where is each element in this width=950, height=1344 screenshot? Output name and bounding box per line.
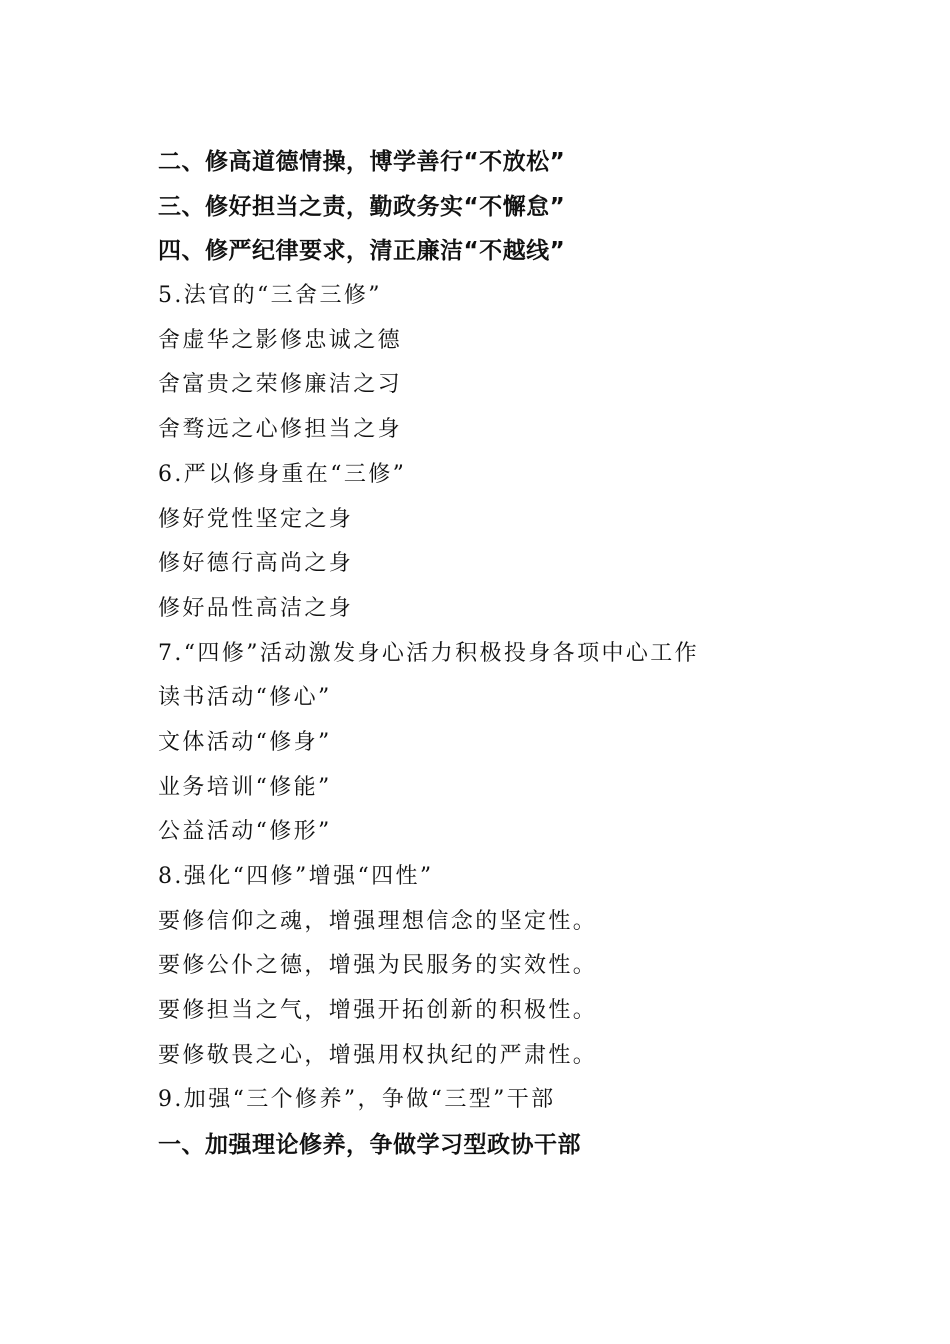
section-title: 8.强化“四修”增强“四性”: [158, 864, 434, 889]
text-line: 要修敬畏之心，增强用权执纪的严肃性。: [158, 1042, 598, 1068]
text-line: 要修信仰之魂，增强理想信念的坚定性。: [158, 908, 598, 934]
section-title: 9.加强“三个修养”，争做“三型”干部: [158, 1087, 556, 1113]
heading-line: 三、修好担当之责，勤政务实“不懈怠”: [158, 193, 566, 220]
document-text: [158, 140, 878, 1168]
heading-line: 一、加强理论修养，争做学习型政协干部: [158, 1132, 581, 1159]
text-line: 舍虚华之影修忠诚之德: [158, 327, 403, 353]
text-line: 要修公仆之德，增强为民服务的实效性。: [158, 953, 598, 979]
text-line: 修好德行高尚之身: [158, 551, 354, 577]
text-line: 要修担当之气，增强开拓创新的积极性。: [158, 998, 598, 1024]
text-line: 读书活动“修心”: [158, 685, 332, 711]
section-title: 5.法官的“三舍三修”: [158, 283, 382, 309]
heading-line: 二、修高道德情操，博学善行“不放松”: [158, 149, 566, 175]
text-line: 修好党性坚定之身: [158, 506, 354, 532]
text-line: 修好品性高洁之身: [158, 595, 354, 621]
text-line: 舍骛远之心修担当之身: [158, 417, 403, 443]
section-title: 6.严以修身重在“三修”: [158, 461, 407, 487]
text-line: 舍富贵之荣修廉洁之习: [158, 372, 403, 398]
section-title: 7.“四修”活动激发身心活力积极投身各项中心工作: [158, 640, 700, 666]
heading-line: 四、修严纪律要求，清正廉洁“不越线”: [158, 238, 566, 265]
text-line: 业务培训“修能”: [158, 774, 332, 800]
text-line: 文体活动“修身”: [158, 729, 332, 755]
text-line: 公益活动“修形”: [158, 819, 332, 845]
